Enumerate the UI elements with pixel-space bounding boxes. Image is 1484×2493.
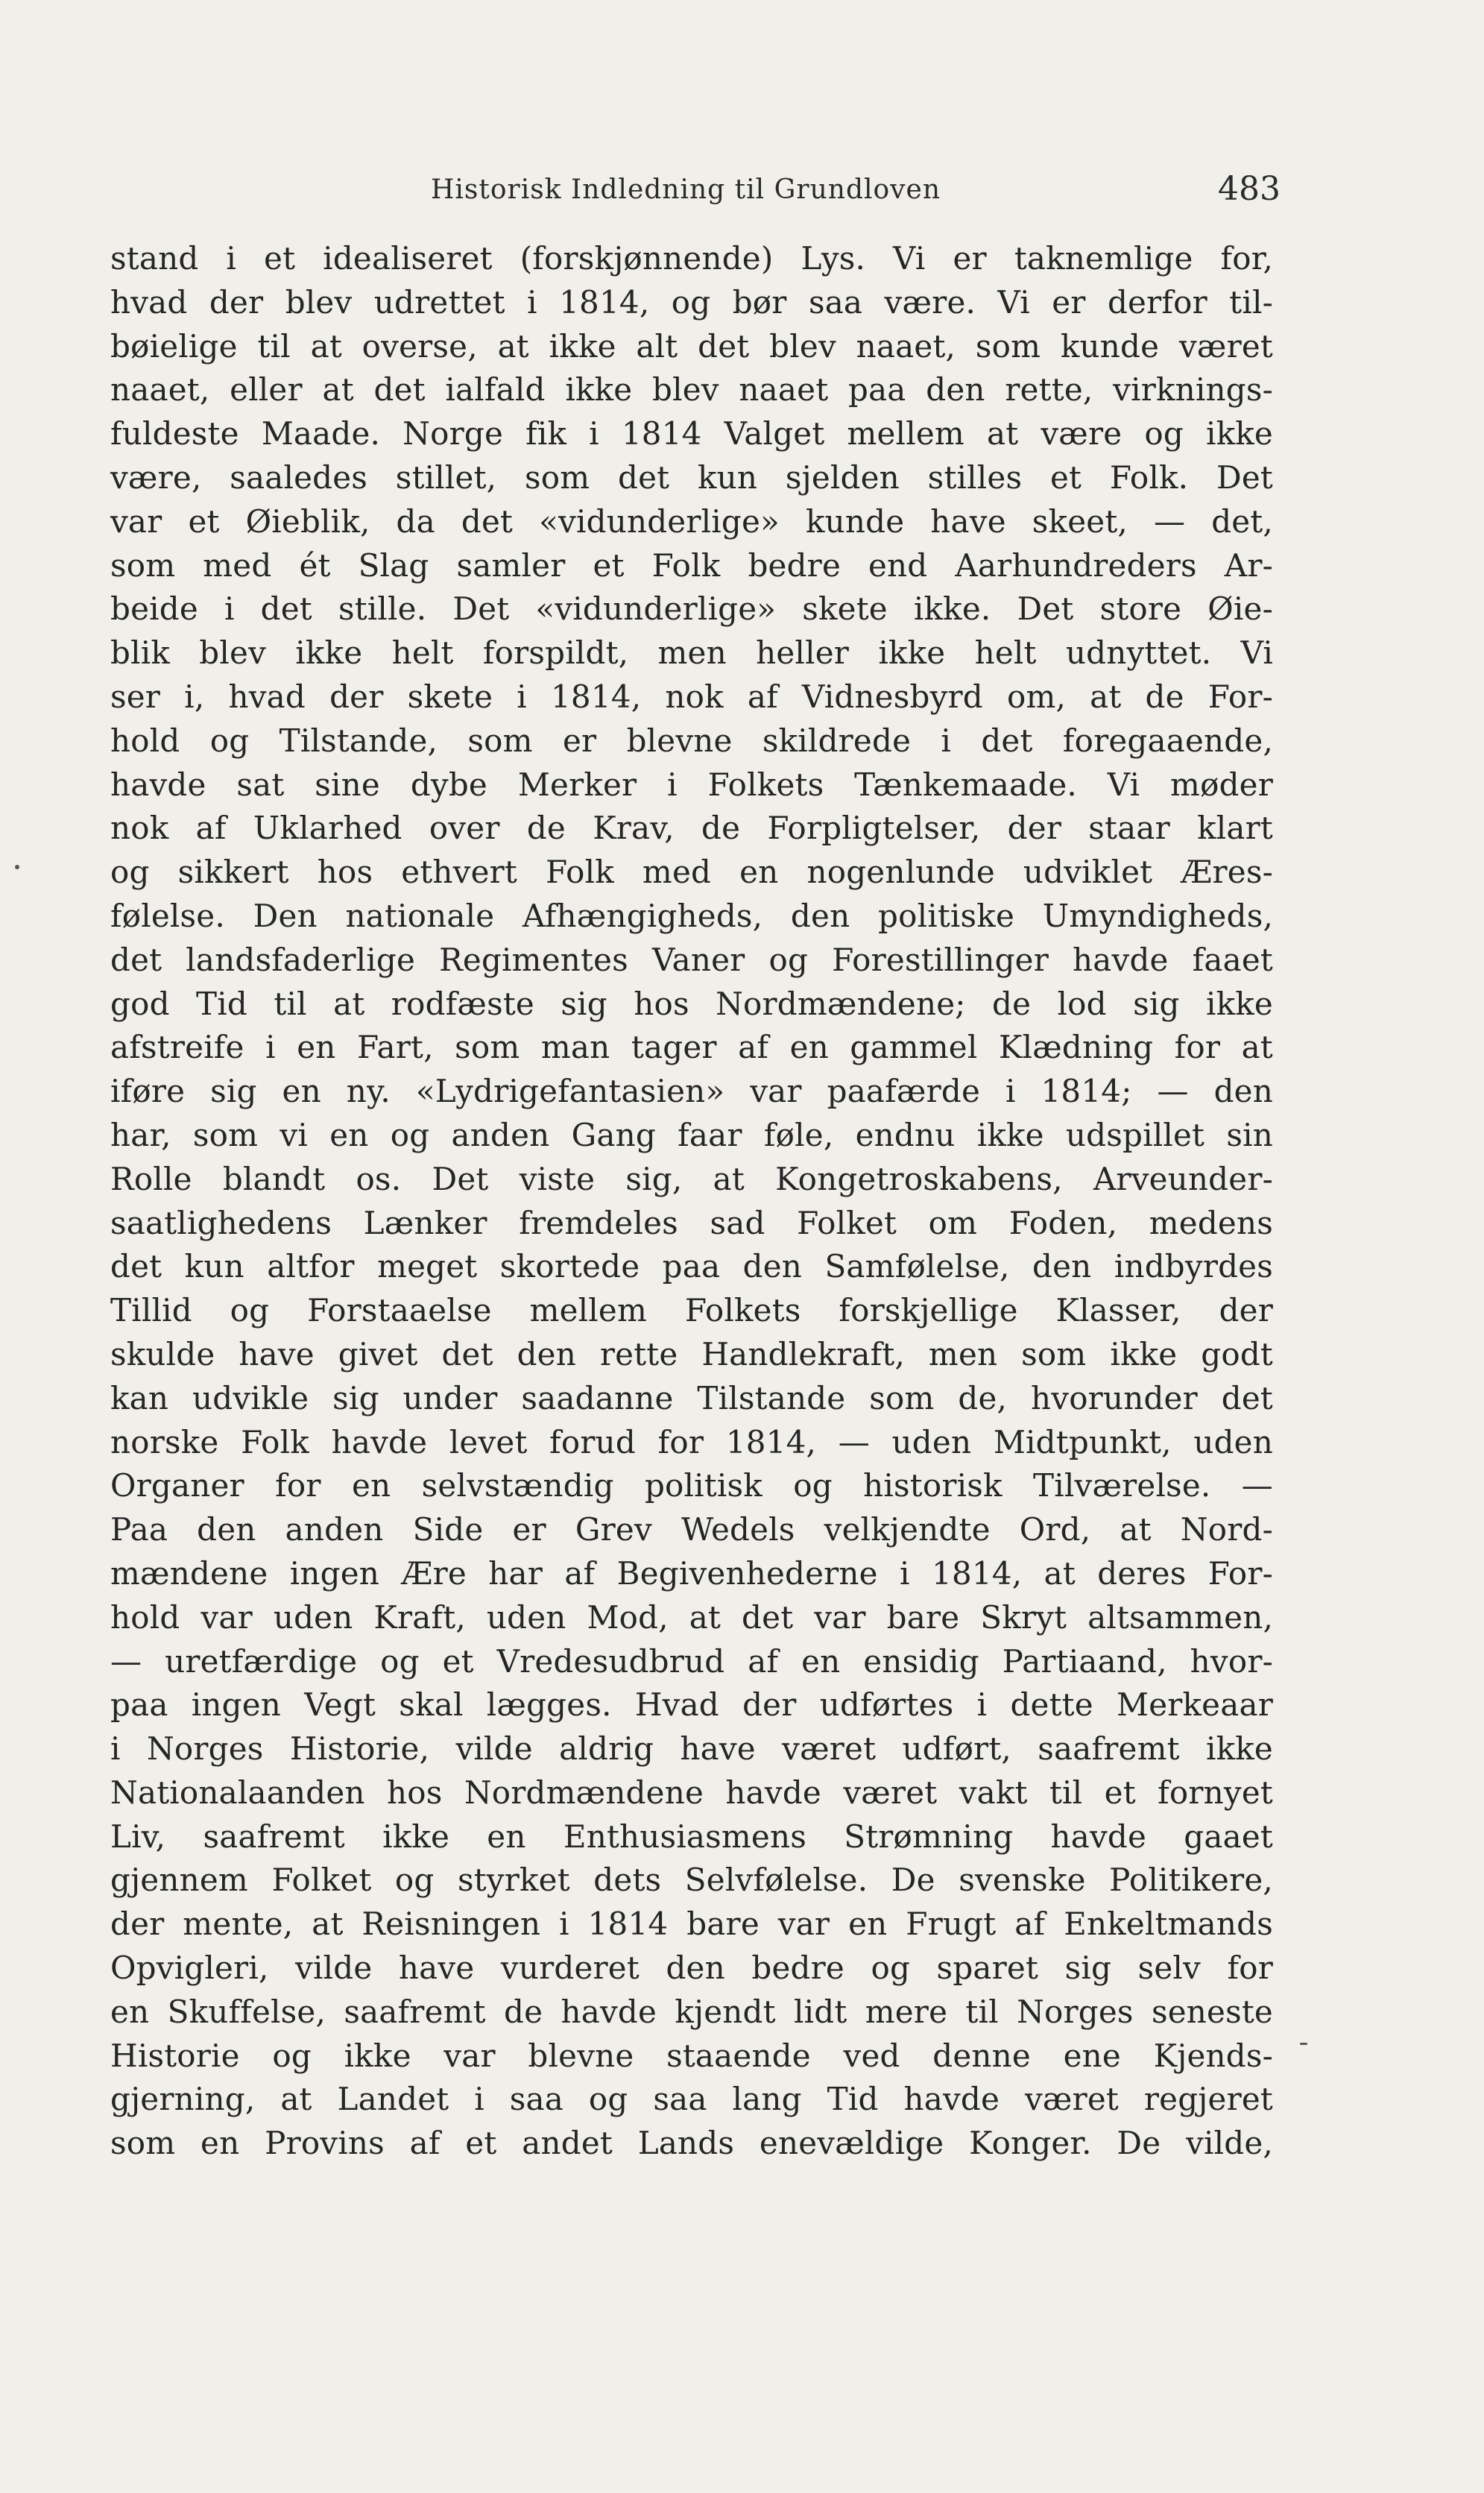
text-line: der mente, at Reisningen i 1814 bare var en Frugt af Enkeltmands: [110, 1906, 1273, 1943]
page-number: 483: [1218, 170, 1281, 208]
text-line: fuldeste Maade. Norge fik i 1814 Valget mellem at være og ikke: [110, 415, 1273, 453]
text-line: saatlighedens Lænker fremdeles sad Folket om Foden, medens: [110, 1204, 1273, 1241]
text-line: Rolle blandt os. Det viste sig, at Kongetroskabens, Arveunder-: [110, 1160, 1273, 1197]
text-line: Paa den anden Side er Grev Wedels velkjendte Ord, at Nord-: [110, 1511, 1273, 1548]
text-line: gjerning, at Landet i saa og saa lang Tid havde været regjeret: [110, 2081, 1273, 2118]
paper-speck: [1300, 2043, 1307, 2045]
text-line: skulde have givet det den rette Handlekraft, men som ikke godt: [110, 1335, 1273, 1372]
text-line: Organer for en selvstændig politisk og historisk Tilværelse. —: [110, 1467, 1273, 1504]
text-line: mændene ingen Ære har af Begivenhederne i 1814, at deres For-: [110, 1554, 1273, 1592]
text-line: Nationalaanden hos Nordmændene havde været vakt til et fornyet: [110, 1774, 1273, 1811]
text-line: ser i, hvad der skete i 1814, nok af Vidnesbyrd om, at de For-: [110, 678, 1273, 715]
text-line: gjennem Folket og styrket dets Selvfølelse. De svenske Politikere,: [110, 1862, 1273, 1899]
text-line: det landsfaderlige Regimentes Vaner og Forestillinger havde faaet: [110, 941, 1273, 978]
text-line: og sikkert hos ethvert Folk med en nogenlunde udviklet Æres-: [110, 854, 1273, 891]
text-line: bøielige til at overse, at ikke alt det blev naaet, som kunde været: [110, 327, 1273, 365]
text-line: — uretfærdige og et Vredesudbrud af en ensidig Partiaand, hvor-: [110, 1642, 1273, 1680]
text-line: i Norges Historie, vilde aldrig have været udført, saafremt ikke: [110, 1730, 1273, 1768]
text-line: Opvigleri, vilde have vurderet den bedre og sparet sig selv for: [110, 1950, 1273, 1987]
text-line: nok af Uklarhed over de Krav, de Forpligtelser, der staar klart: [110, 810, 1273, 847]
page-header: [110, 170, 1281, 219]
text-line: paa ingen Vegt skal lægges. Hvad der udførtes i dette Merkeaar: [110, 1686, 1273, 1724]
body-text: [110, 237, 1273, 2166]
text-line: Tillid og Forstaaelse mellem Folkets forskjellige Klasser, der: [110, 1292, 1273, 1329]
text-line: Liv, saafremt ikke en Enthusiasmens Strømning havde gaaet: [110, 1818, 1273, 1855]
text-line: som med ét Slag samler et Folk bedre end Aarhundreders Ar-: [110, 546, 1273, 584]
text-line: har, som vi en og anden Gang faar føle, endnu ikke udspillet sin: [110, 1116, 1273, 1153]
text-line: følelse. Den nationale Afhængigheds, den politiske Umyndigheds,: [110, 897, 1273, 934]
paper-speck: [15, 865, 19, 869]
text-line: Historie og ikke var blevne staaende ved denne ene Kjends-: [110, 2037, 1273, 2074]
text-line: iføre sig en ny. «Lydrigefantasien» var paafærde i 1814; — den: [110, 1073, 1273, 1110]
text-line: kan udvikle sig under saadanne Tilstande som de, hvorunder det: [110, 1379, 1273, 1416]
text-line: beide i det stille. Det «vidunderlige» skete ikke. Det store Øie-: [110, 590, 1273, 628]
text-line: god Tid til at rodfæste sig hos Nordmændene; de lod sig ikke: [110, 985, 1273, 1022]
text-line: stand i et idealiseret (forskjønnende) Lys. Vi er taknemlige for,: [110, 240, 1273, 277]
text-line: hold var uden Kraft, uden Mod, at det var bare Skryt altsammen,: [110, 1598, 1273, 1636]
text-line: norske Folk havde levet forud for 1814, — uden Midtpunkt, uden: [110, 1423, 1273, 1460]
text-line: afstreife i en Fart, som man tager af en gammel Klædning for at: [110, 1029, 1273, 1066]
running-title: Historisk Indledning til Grundloven: [431, 174, 941, 205]
text-line: blik blev ikke helt forspildt, men heller ikke helt udnyttet. Vi: [110, 634, 1273, 672]
text-line: en Skuffelse, saafremt de havde kjendt lidt mere til Norges seneste: [110, 1993, 1273, 2030]
text-line: som en Provins af et andet Lands enevældige Konger. De vilde,: [110, 2125, 1273, 2162]
text-line: det kun altfor meget skortede paa den Samfølelse, den indbyrdes: [110, 1248, 1273, 1285]
text-line: havde sat sine dybe Merker i Folkets Tænkemaade. Vi møder: [110, 766, 1273, 803]
text-line: var et Øieblik, da det «vidunderlige» kunde have skeet, — det,: [110, 502, 1273, 540]
text-line: være, saaledes stillet, som det kun sjelden stilles et Folk. Det: [110, 458, 1273, 496]
text-line: naaet, eller at det ialfald ikke blev naaet paa den rette, virknings-: [110, 371, 1273, 409]
text-line: hold og Tilstande, som er blevne skildrede i det foregaaende,: [110, 722, 1273, 759]
text-line: hvad der blev udrettet i 1814, og bør saa være. Vi er derfor til-: [110, 283, 1273, 321]
